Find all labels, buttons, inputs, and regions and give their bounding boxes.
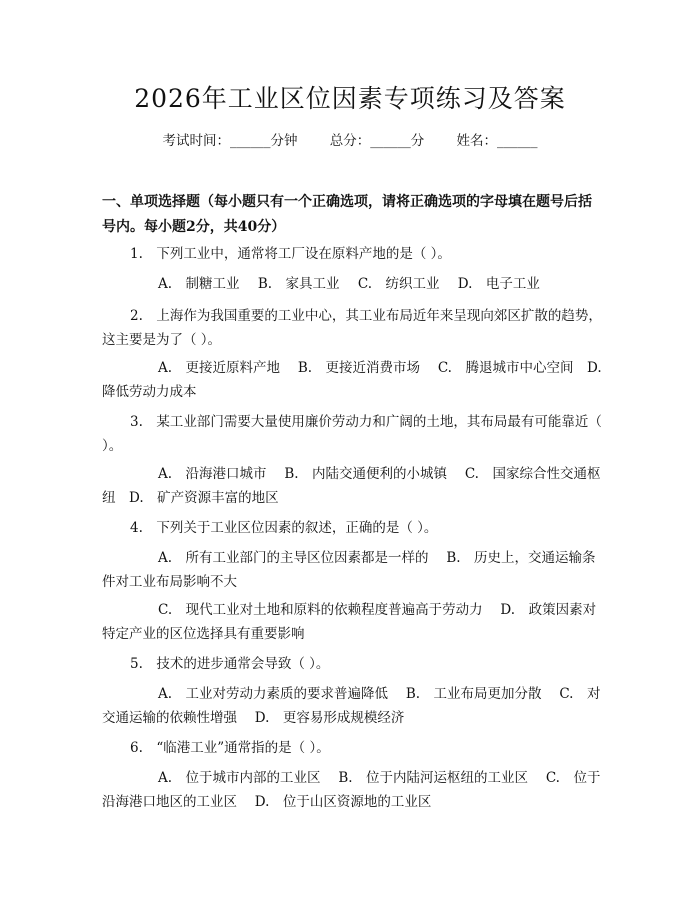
options-line: C. 现代工业对土地和原料的依赖程度普遍高于劳动力 D. 政策因素对特定产业的区位选择具有重要影响 <box>102 602 597 642</box>
options-line: A. 沿海港口城市 B. 内陆交通便利的小城镇 C. 国家综合性交通枢纽 D. 矿产资源丰富的地区 <box>102 466 601 506</box>
option-a: A. 制糖工业 <box>158 276 240 292</box>
question-6-options <box>102 766 602 814</box>
question-3-options <box>102 462 602 510</box>
page-title: 2026年工业区位因素专项练习及答案 <box>134 84 566 113</box>
options-line: A. 所有工业部门的主导区位因素都是一样的 B. 历史上，交通运输条件对工业布局影响不大 <box>102 550 596 590</box>
option-b: B. 家具工业 <box>257 276 340 292</box>
student-name-field: 姓名：______ <box>456 133 538 149</box>
exam-meta <box>0 131 700 151</box>
question-1 <box>102 242 602 266</box>
options-line: A. 位于城市内部的工业区 B. 位于内陆河运枢纽的工业区 C. 位于沿海港口地区的工业区 D. 位于山区资源地的工业区 <box>102 770 601 810</box>
exam-time-field: 考试时间：______分钟 <box>162 133 298 149</box>
options-line: A. 更接近原料产地 B. 更接近消费市场 C. 腾退城市中心空间 D. 降低劳动力成本 <box>102 360 616 400</box>
question-6 <box>102 736 602 760</box>
question-4-options-ab <box>102 546 602 594</box>
question-stem: 1. 下列工业中，通常将工厂设在原料产地的是（ ）。 <box>130 246 451 262</box>
question-stem: 5. 技术的进步通常会导致（ ）。 <box>130 656 330 672</box>
question-2-options <box>102 356 616 404</box>
question-5-options <box>102 682 602 730</box>
question-4-options-cd <box>102 598 602 646</box>
question-stem: 3. 某工业部门需要大量使用廉价劳动力和广阔的土地，其布局最有可能靠近（ ）。 <box>102 414 602 454</box>
total-score-field: 总分：______分 <box>329 133 425 149</box>
section-heading: 一、单项选择题（每小题只有一个正确选项，请将正确选项的字母填在题号后括号内。每小题2分，共40分） <box>102 194 592 235</box>
question-1-options <box>102 272 602 296</box>
options-line: A. 工业对劳动力素质的要求普遍降低 B. 工业布局更加分散 C. 对交通运输的依赖性增强 D. 更容易形成规模经济 <box>102 686 601 726</box>
option-d: D. 电子工业 <box>457 276 540 292</box>
question-3 <box>102 410 602 458</box>
question-4 <box>102 516 602 540</box>
question-5 <box>102 652 602 676</box>
option-c: C. 纺织工业 <box>357 276 440 292</box>
question-stem: 2. 上海作为我国重要的工业中心，其工业布局近年来呈现向郊区扩散的趋势，这主要是为了（ ）。 <box>102 308 602 348</box>
question-2 <box>102 304 602 352</box>
question-stem: 6. “临港工业”通常指的是（ ）。 <box>130 740 330 756</box>
question-stem: 4. 下列关于工业区位因素的叙述，正确的是（ ）。 <box>130 520 438 536</box>
